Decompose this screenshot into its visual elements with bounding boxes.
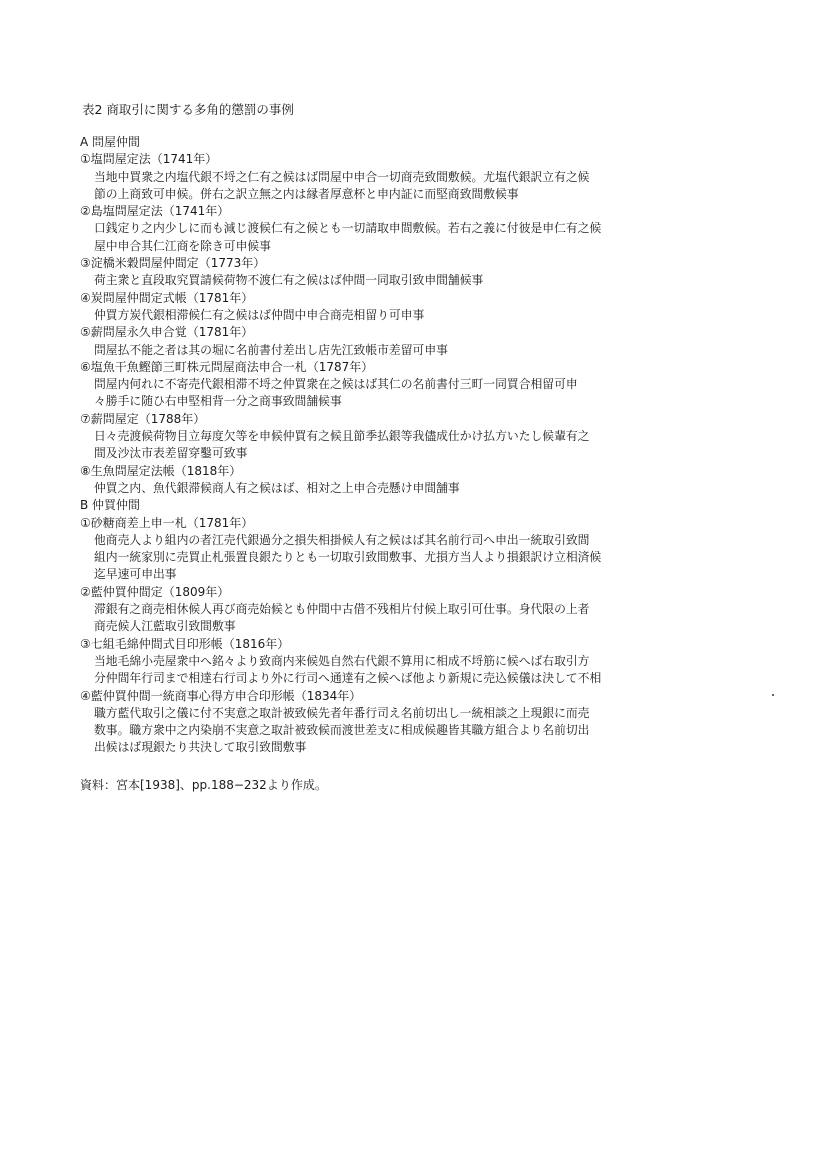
entry-heading: ③淀橋米穀問屋仲間定（1773年）	[80, 256, 266, 271]
entry-heading: ①塩問屋定法（1741年）	[80, 152, 218, 167]
entry-text-line: 当地毛綿小売屋衆中へ銘々より致商内来候処自然右代銀不算用に相成不埒筋に候へば右取引方	[94, 653, 590, 668]
entry-text-line: 商売候人江藍取引致間敷事	[94, 619, 236, 634]
entry-heading: ③七組毛綿仲間式目印形帳（1816年）	[80, 636, 290, 651]
table-title: 表2 商取引に関する多角的懲罰の事例	[82, 102, 294, 117]
entry-heading: ①砂糖商差上申一札（1781年）	[80, 515, 254, 530]
entry-text-line: 分仲間年行司まで相達右行司より外に行司へ通達有之候へば他より新規に売込候儀は決して不相	[94, 671, 602, 686]
entry-text-line: 屋中申合其仁江商を除き可申候事	[94, 238, 271, 253]
entry-heading: ②藍仲買仲間定（1809年）	[80, 584, 230, 599]
entry-text-line: 数事。職方衆中之内染崩不実意之取計被致候而渡世差支に相成候趣皆其職方組合より名前切出	[94, 723, 590, 738]
entry-text-line: 出候はば現銀たり共決して取引致間敷事	[94, 740, 307, 755]
entry-heading: ④藍仲買仲間一統商事心得方申合印形帳（1834年）	[80, 688, 362, 703]
entry-heading: ④炭問屋仲間定式帳（1781年）	[80, 290, 254, 305]
entry-heading: ⑥塩魚干魚鰹節三町株元問屋商法申合一札（1787年）	[80, 359, 374, 374]
case-list	[80, 134, 826, 757]
entry-heading: ⑧生魚問屋定法帳（1818年）	[80, 463, 242, 478]
section-heading: A 問屋仲間	[80, 135, 141, 149]
section-heading: B 仲買仲間	[80, 498, 141, 513]
entry-text-line: 荷主衆と直段取究買請候荷物不渡仁有之候はば仲間一同取引致申間舗候事	[94, 273, 484, 288]
entry-text-line: 節の上商致可申候。併右之訳立無之内は縁者厚意杯と申内証に而堅商致間敷候事	[94, 186, 519, 201]
entry-text-line: 迄早速可申出事	[94, 567, 177, 582]
entry-text-line: 仲買方炭代銀相滞候仁有之候はば仲間中申合商売相留り可申事	[94, 307, 425, 322]
entry-text-line: 滞銀有之商売相休候人再び商売始候とも仲間中古借不残相片付候上取引可仕事。身代限の上者	[94, 602, 590, 617]
entry-heading: ②島塩問屋定法（1741年）	[80, 204, 230, 219]
source-note: 資料：宮本[1938]、pp.188−232より作成。	[80, 778, 327, 792]
scan-speck	[772, 694, 774, 696]
entry-heading: ⑦薪問屋定（1788年）	[80, 411, 206, 426]
entry-text-line: 問屋内何れに不寄売代銀相滞不埒之仲買衆在之候はば其仁の名前書付三町一同買合相留可申	[94, 377, 578, 392]
entry-text-line: 日々売渡候荷物目立毎度欠等を申候仲買有之候且節季払銀等我儘成仕かけ払方いたし候輩有之	[94, 429, 590, 444]
entry-text-line: 々勝手に随ひ右申堅相背一分之商事致間舗候事	[94, 394, 342, 409]
entry-text-line: 問屋払不能之者は其の堀に名前書付差出し店先江致帳市差留可申事	[94, 342, 448, 357]
entry-text-line: 組内一統家別に売買止札張置良銀たりとも一切取引致間敷事、尤損方当人より損銀訳け立相済候	[94, 550, 602, 565]
entry-text-line: 職方藍代取引之儀に付不実意之取計被致候先者年番行司え名前切出し一統相談之上現銀に而売	[94, 705, 590, 720]
entry-text-line: 間及沙汰市表差留穿鑿可致事	[94, 446, 248, 461]
entry-text-line: 当地中買衆之内塩代銀不埒之仁有之候はば問屋中申合一切商売致間敷候。尤塩代銀訳立有之候	[94, 169, 590, 184]
entry-heading: ⑤薪問屋永久申合覚（1781年）	[80, 325, 254, 340]
entry-text-line: 口銭定り之内少しに而も減じ渡候仁有之候とも一切請取申間敷候。若右之義に付彼是申仁有之候	[94, 221, 602, 236]
entry-text-line: 仲買之内、魚代銀滞候商人有之候はば、相対之上申合売懸け申間舗事	[94, 480, 460, 495]
entry-text-line: 他商売人より組内の者江売代銀過分之損失相掛候人有之候はば其名前行司へ申出一統取引致間	[94, 532, 590, 547]
